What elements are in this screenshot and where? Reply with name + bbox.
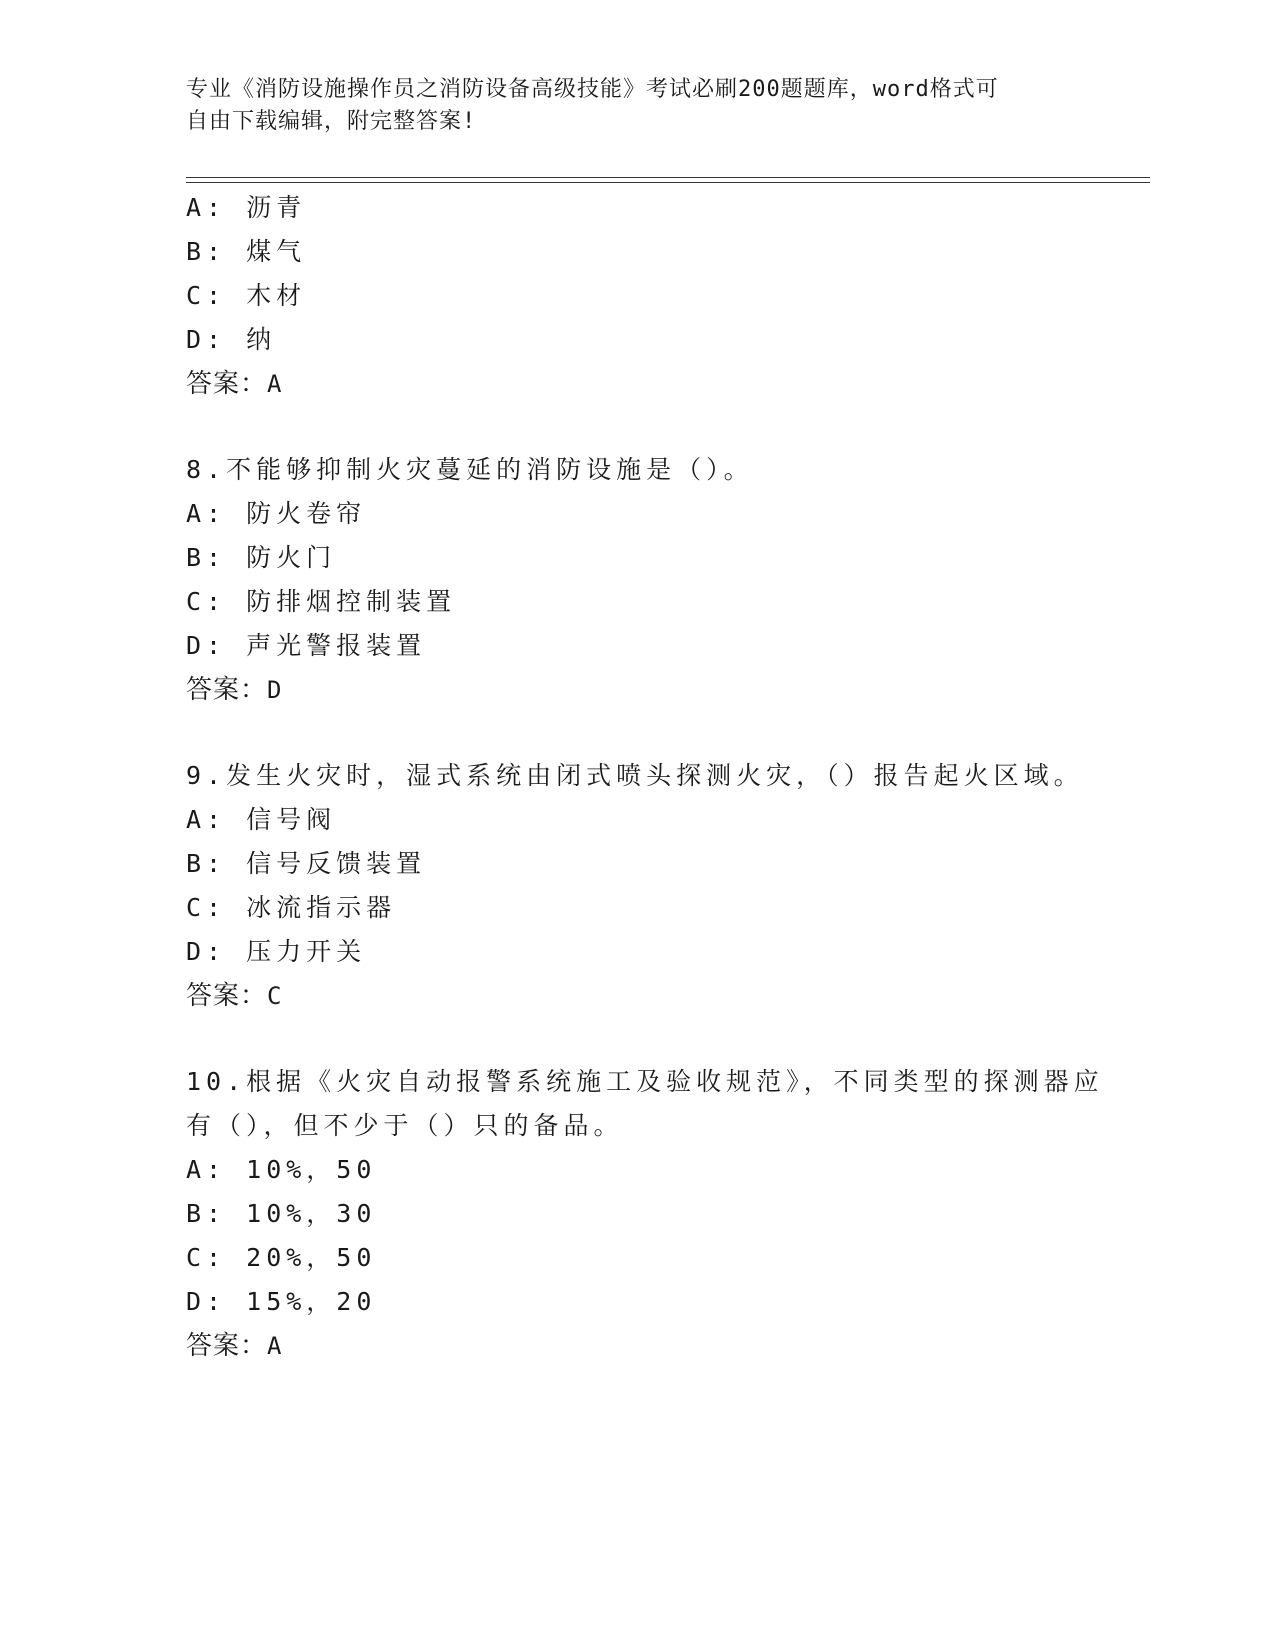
q9-question: 9.发生火灾时，湿式系统由闭式喷头探测火灾，（）报告起火区域。 [186,761,1084,790]
q9-option-b: B: 信号反馈装置 [186,849,427,878]
q8-answer-label: 答案： [186,675,268,705]
q10-answer [186,1330,282,1362]
q9-option-c: C: 冰流指示器 [186,893,397,922]
header-line-2: 自由下载编辑，附完整答案! [186,109,477,134]
q8-option-a: A: 防火卷帘 [186,499,367,528]
header-rule-top [186,177,1150,178]
q9-answer [186,980,282,1012]
q8-option-d: D: 声光警报装置 [186,631,427,660]
q7-answer-value: A [267,370,283,398]
q7-option-b: B: 煤气 [186,237,307,266]
q7-option-c: C: 木材 [186,281,307,310]
header-rule-bottom [186,182,1150,183]
q10-answer-value: A [267,1332,283,1360]
q10-option-c: C: 20%，50 [186,1243,377,1272]
q9-answer-label: 答案： [186,981,268,1011]
q10-option-d: D: 15%，20 [186,1287,377,1316]
q8-question: 8.不能够抑制火灾蔓延的消防设施是（）。 [186,455,754,484]
header-line-1: 专业《消防设施操作员之消防设备高级技能》考试必刷200题题库，word格式可 [186,77,999,102]
q8-answer [186,674,282,706]
q10-question-line-1: 10.根据《火灾自动报警系统施工及验收规范》，不同类型的探测器应 [186,1067,1104,1096]
q8-option-b: B: 防火门 [186,543,337,572]
q9-option-a: A: 信号阀 [186,805,337,834]
q10-question-line-2: 有（），但不少于（）只的备品。 [186,1111,624,1140]
q10-option-b: B: 10%，30 [186,1199,377,1228]
q7-answer-label: 答案： [186,369,268,399]
q7-answer [186,368,282,400]
q7-option-d: D: 纳 [186,325,277,354]
q8-answer-value: D [267,676,283,704]
q9-option-d: D: 压力开关 [186,937,367,966]
q9-answer-value: C [267,982,283,1010]
q7-option-a: A: 沥青 [186,193,307,222]
q10-answer-label: 答案： [186,1331,268,1361]
q8-option-c: C: 防排烟控制装置 [186,587,457,616]
q10-option-a: A: 10%，50 [186,1155,377,1184]
page-header [186,74,1066,138]
